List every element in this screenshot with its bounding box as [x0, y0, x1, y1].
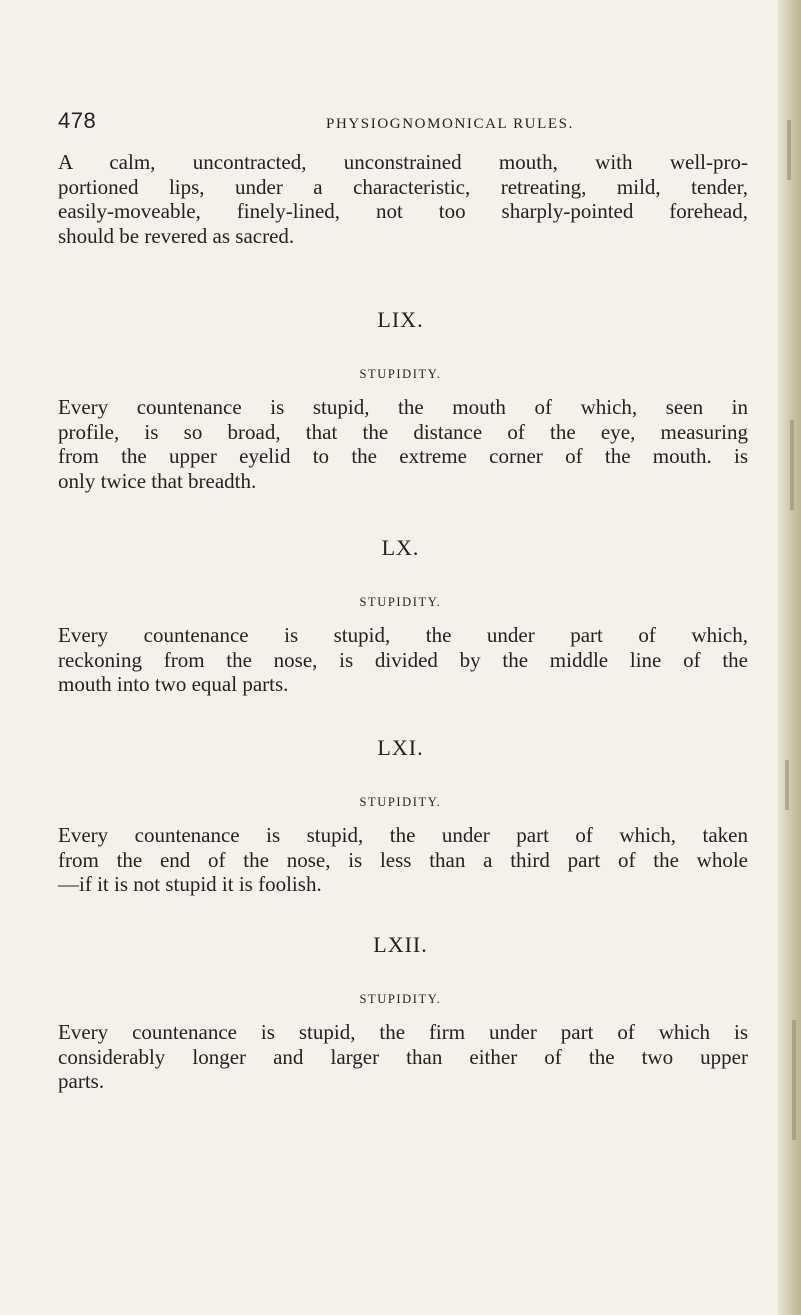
rule-paragraph — [58, 623, 748, 697]
text-line: Every countenance is stupid, the firm under part of which is — [58, 1020, 748, 1044]
text-line: considerably longer and larger than either of the two upper — [58, 1044, 748, 1069]
rule-heading: STUPIDITY. — [359, 992, 442, 1006]
text-line: reckoning from the nose, is divided by the middle line of the — [58, 647, 748, 672]
rule-numeral: LIX. — [377, 307, 424, 332]
rule-paragraph — [58, 823, 748, 897]
rule-heading: STUPIDITY. — [359, 367, 442, 381]
rule-numeral: LX. — [381, 535, 420, 560]
text-line: from the upper eyelid to the extreme corner of the mouth. is — [58, 444, 748, 468]
rule-numeral: LXI. — [377, 735, 424, 760]
rule-heading: STUPIDITY. — [359, 795, 442, 809]
text-line: profile, is so broad, that the distance of the eye, measuring — [58, 419, 748, 444]
text-line: from the end of the nose, is less than a third part of the whole — [58, 847, 748, 872]
text-line: Every countenance is stupid, the under part of which, — [58, 623, 748, 647]
text-line: only twice that breadth. — [58, 468, 257, 493]
page-header — [58, 108, 748, 138]
rule-paragraph — [58, 395, 748, 493]
page-number: 478 — [58, 108, 97, 133]
text-line: parts. — [58, 1069, 105, 1093]
text-line: easily-moveable, finely-lined, not too sharply-pointed forehead, — [58, 199, 748, 223]
text-line: Every countenance is stupid, the under part of which, taken — [58, 823, 748, 847]
rule-numeral: LXII. — [373, 932, 428, 957]
running-head: PHYSIOGNOMONICAL RULES. — [326, 116, 574, 132]
text-line: —if it is not stupid it is foolish. — [58, 872, 322, 896]
text-line: portioned lips, under a characteristic, retreating, mild, tender, — [58, 174, 748, 199]
text-line: should be revered as sacred. — [58, 223, 295, 248]
page-edge — [778, 0, 801, 1315]
text-line: A calm, uncontracted, unconstrained mouth, with well-pro- — [58, 150, 748, 174]
rule-paragraph — [58, 1020, 748, 1094]
text-line: Every countenance is stupid, the mouth of which, seen in — [58, 395, 748, 419]
text-line: mouth into two equal parts. — [58, 672, 289, 696]
rule-heading: STUPIDITY. — [359, 595, 442, 609]
intro-paragraph — [58, 150, 748, 248]
